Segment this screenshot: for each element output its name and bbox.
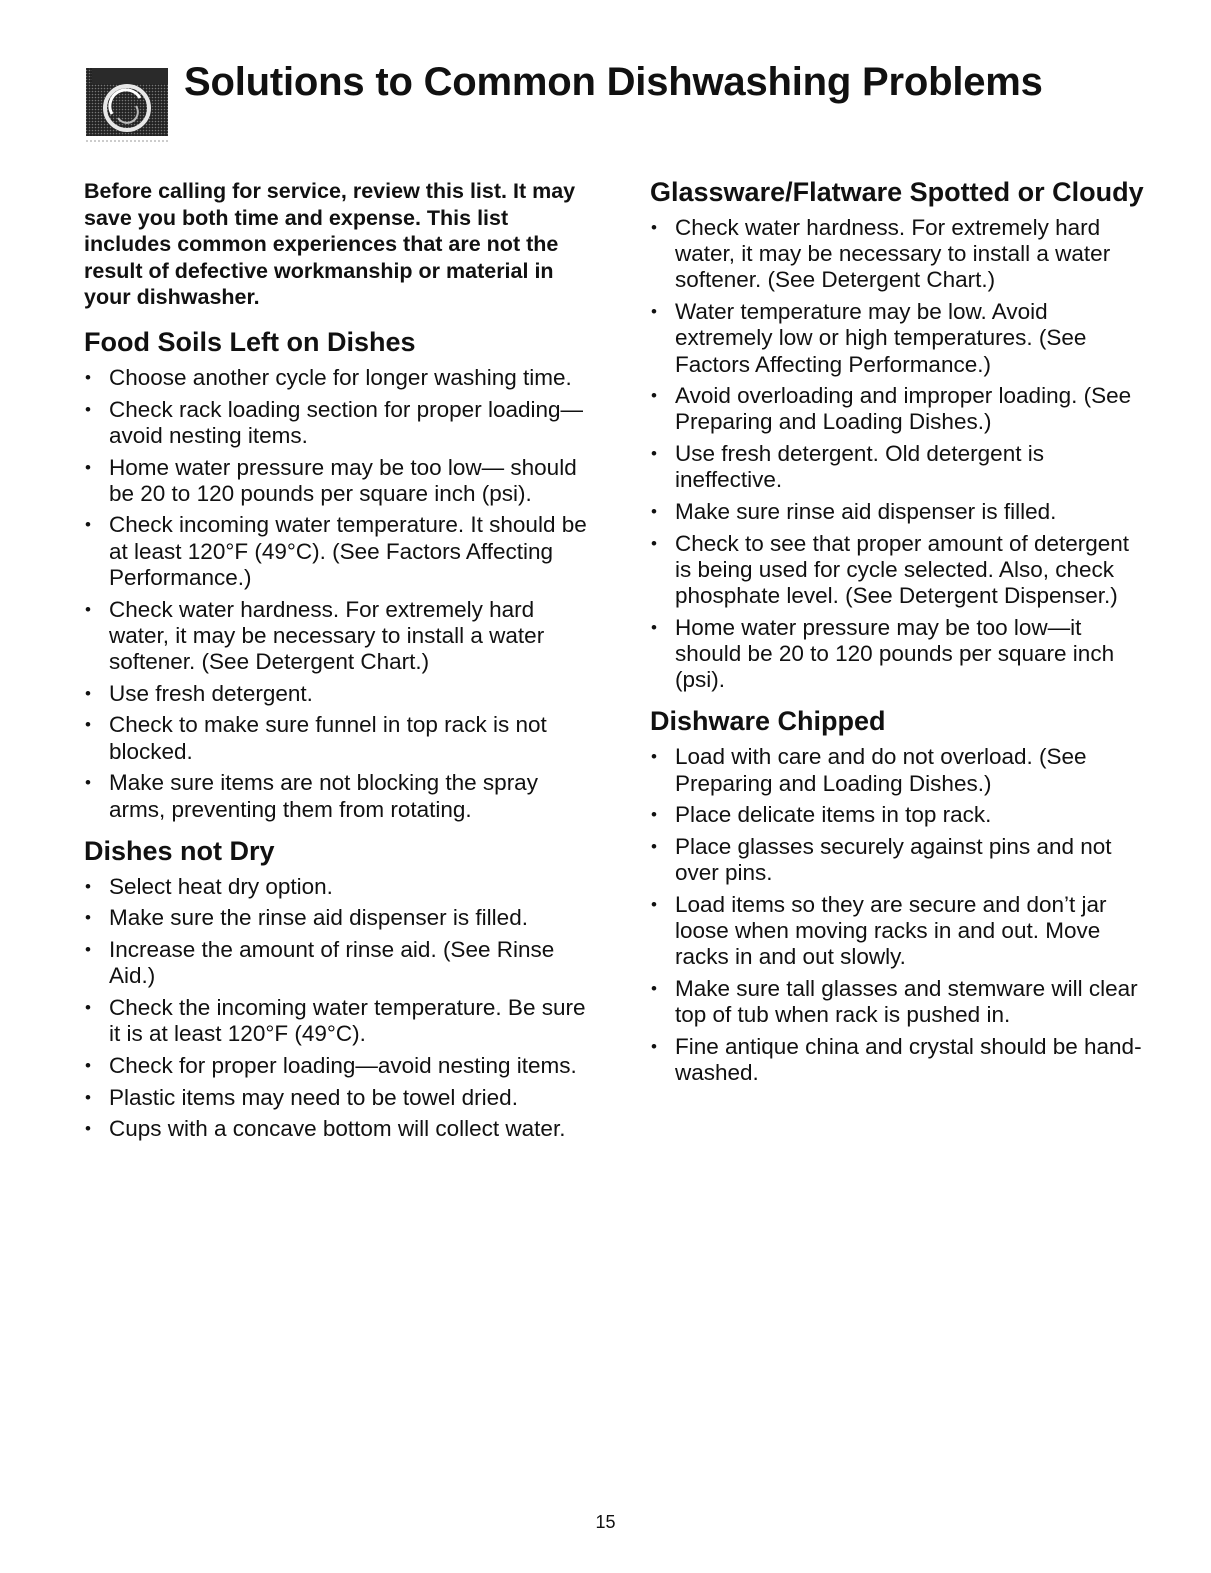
list-item: • Check for proper loading—avoid nesting items.	[84, 1053, 594, 1079]
chipped-list	[650, 744, 1150, 1086]
section-heading-spotted: Glassware/Flatware Spotted or Cloudy	[650, 177, 1144, 207]
list-item: • Select heat dry option.	[84, 874, 594, 900]
list-item: • Place delicate items in top rack.	[650, 802, 1150, 828]
list-item: • Water temperature may be low. Avoid extremely low or high temperatures. (See Factors Affecting Performance.)	[650, 299, 1150, 378]
list-item: • Plastic items may need to be towel dried.	[84, 1085, 594, 1111]
list-item: • Cups with a concave bottom will collect water.	[84, 1116, 594, 1142]
section-heading-chipped: Dishware Chipped	[650, 706, 886, 737]
list-item: • Check water hardness. For extremely hard water, it may be necessary to install a water softener. (See Detergent Chart.)	[84, 597, 594, 676]
list-item: • Check to see that proper amount of detergent is being used for cycle selected. Also, check phosphate level. (See Detergent Dispenser.)	[650, 531, 1150, 610]
list-item: • Make sure the rinse aid dispenser is filled.	[84, 905, 594, 931]
intro-text: Before calling for service, review this list. It may save you both time and expense. This list includes common experiences that are not the result of defective workmanship or material in your dishwasher.	[84, 179, 576, 310]
list-item: • Use fresh detergent. Old detergent is ineffective.	[650, 441, 1150, 493]
list-item: • Check to make sure funnel in top rack is not blocked.	[84, 712, 594, 764]
list-item: • Make sure tall glasses and stemware will clear top of tub when rack is pushed in.	[650, 976, 1150, 1028]
list-item: • Avoid overloading and improper loading. (See Preparing and Loading Dishes.)	[650, 383, 1150, 435]
list-item: • Home water pressure may be too low—it should be 20 to 120 pounds per square inch (psi).	[650, 615, 1150, 694]
not-dry-list	[84, 874, 594, 1143]
section-heading-not-dry: Dishes not Dry	[84, 835, 275, 866]
dishwasher-solutions-icon	[82, 66, 174, 146]
list-item: • Use fresh detergent.	[84, 681, 594, 707]
list-item: • Load with care and do not overload. (See Preparing and Loading Dishes.)	[650, 744, 1150, 796]
spotted-list	[650, 215, 1150, 693]
list-item: • Make sure items are not blocking the spray arms, preventing them from rotating.	[84, 770, 594, 822]
list-item: • Place glasses securely against pins and not over pins.	[650, 834, 1150, 886]
list-item: • Check rack loading section for proper loading—avoid nesting items.	[84, 397, 594, 449]
list-item: • Check the incoming water temperature. Be sure it is at least 120°F (49°C).	[84, 995, 594, 1047]
food-soils-list	[84, 365, 594, 823]
list-item: • Check water hardness. For extremely hard water, it may be necessary to install a water softener. (See Detergent Chart.)	[650, 215, 1150, 294]
list-item: • Load items so they are secure and don’t jar loose when moving racks in and out. Move racks in and out slowly.	[650, 892, 1150, 971]
page-number: 15	[595, 1512, 616, 1532]
list-item: • Check incoming water temperature. It should be at least 120°F (49°C). (See Factors Affecting Performance.)	[84, 512, 594, 591]
left-column	[84, 176, 594, 1148]
right-column	[650, 176, 1150, 1092]
list-item: • Choose another cycle for longer washing time.	[84, 365, 594, 391]
list-item: • Increase the amount of rinse aid. (See Rinse Aid.)	[84, 937, 594, 989]
list-item: • Fine antique china and crystal should be hand-washed.	[650, 1034, 1150, 1086]
list-item: • Make sure rinse aid dispenser is filled.	[650, 499, 1150, 525]
list-item: • Home water pressure may be too low— should be 20 to 120 pounds per square inch (psi).	[84, 455, 594, 507]
page-title: Solutions to Common Dishwashing Problems	[184, 60, 1043, 104]
section-heading-food-soils: Food Soils Left on Dishes	[84, 326, 416, 357]
